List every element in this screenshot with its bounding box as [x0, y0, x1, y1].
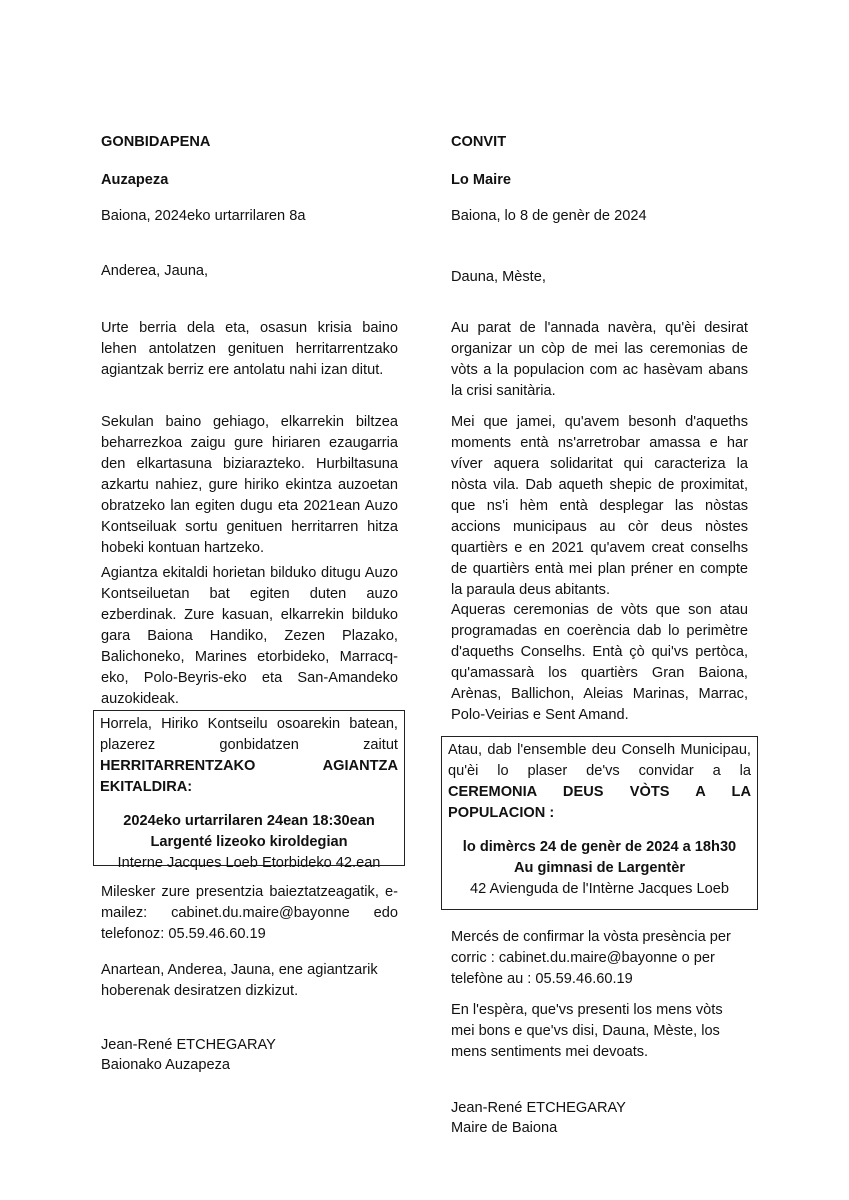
left-box-event-title-text: HERRITARRENTZAKO AGIANTZA EKITALDIRA [100, 758, 398, 795]
left-paragraph-1: Urte berria dela eta, osasun krisia baino lehen antolatzen genituen herritarrentzako agiantzak berriz ere antolatu nahi izan ditut. [101, 320, 398, 378]
left-closing: Anartean, Anderea, Jauna, ene agiantzarik hoberenak desiratzen dizkizut. [101, 962, 378, 999]
left-box-event-suffix: : [187, 779, 193, 795]
left-signature-role: Baionako Auzapeza [101, 1057, 231, 1073]
left-confirm: Milesker zure presentzia baieztatzeagatik, e-mailez: cabinet.du.maire@bayonne edo telefonoz: 05.59.46.60.19 [101, 884, 398, 942]
right-paragraph-1: Au parat de l'annada navèra, qu'èi desirat organizar un còp de mei las ceremonias de vòts a la populacion com ac hasèvam abans la crisi sanitària. [451, 320, 748, 399]
left-box-event-title [100, 756, 398, 798]
left-box-intro: Horrela, Hiriko Kontseilu osoarekin batean, plazerez gonbidatzen zaitut [100, 716, 398, 753]
right-box-event-title [448, 782, 751, 824]
left-place-date: Baiona, 2024eko urtarrilaren 8a [101, 208, 306, 224]
left-signature-name: Jean-René ETCHEGARAY [101, 1037, 276, 1053]
left-box-date: 2024eko urtarrilaren 24ean 18:30ean [123, 813, 375, 829]
left-paragraph-3: Agiantza ekitaldi horietan bilduko ditugu Auzo Kontseiluetan bat egiten duten auzo ezberdinak. Zure kasuan, elkarrekin bilduko gara Baiona Handiko, Zezen Plazako, Balichoneko, Marines etorbideko, Marracq-eko, Polo-Beyris-eko eta San-Amandeko auzokideak. [101, 565, 398, 707]
left-salutation: Anderea, Jauna, [101, 263, 209, 279]
right-heading: CONVIT [451, 134, 507, 150]
right-box-event-suffix: : [545, 805, 555, 821]
left-heading: GONBIDAPENA [101, 134, 211, 150]
right-box-address: 42 Avienguda de l'Intèrne Jacques Loeb [470, 881, 729, 897]
right-closing: En l'espèra, que'vs presenti los mens vòts mei bons e que'vs disi, Dauna, Mèste, los mens sentiments mei devoats. [451, 1002, 723, 1060]
right-confirm: Mercés de confirmar la vòsta presència per corric : cabinet.du.maire@bayonne o per telefòne au : 05.59.46.60.19 [451, 929, 731, 987]
right-place-date: Baiona, lo 8 de genèr de 2024 [451, 208, 647, 224]
right-box-venue: Au gimnasi de Largentèr [513, 860, 686, 876]
right-paragraph-2: Mei que jamei, qu'avem besonh d'aqueths moments entà ns'arretrobar amassa e har víver aquera solidaritat qui caracteriza la nòsta vila. Dab aqueth shepic de proximitat, que ns'i hèm entà desplegar las nòstas accions municipaus au còr deus nòstes quartièrs e en 2021 qu'avem creat conselhs de quartièrs entà mei plan préner en compte la paraula deus abitants. [451, 414, 748, 598]
left-box-venue: Largenté lizeoko kiroldegian [150, 834, 348, 850]
left-box-address: Interne Jacques Loeb Etorbideko 42.ean [117, 855, 381, 871]
right-box-intro: Atau, dab l'ensemble deu Conselh Municipau, qu'èi lo plaser de'vs convidar a la [448, 742, 751, 779]
right-box-date: lo dimèrcs 24 de genèr de 2024 a 18h30 [462, 839, 737, 855]
right-box-event-title-text: CEREMONIA DEUS VÒTS A LA POPULACION [448, 784, 751, 821]
right-sender: Lo Maire [451, 172, 512, 188]
right-signature-name: Jean-René ETCHEGARAY [451, 1100, 626, 1116]
right-paragraph-3: Aqueras ceremonias de vòts que son atau programadas en coerència dab lo perimètre d'aqueths Conselhs. Entà çò qui'vs pertòca, qu'amassarà los quartièrs Gran Baiona, Arènas, Ballichon, Aleias Marinas, Marrac, Polo-Veirias e Sent Amand. [451, 602, 748, 723]
right-invitation-box [441, 736, 758, 910]
right-salutation: Dauna, Mèste, [451, 269, 546, 285]
left-sender: Auzapeza [101, 172, 169, 188]
right-signature-role: Maire de Baiona [451, 1120, 558, 1136]
left-invitation-box [93, 710, 405, 871]
left-paragraph-2: Sekulan baino gehiago, elkarrekin biltzea beharrezkoa zaigu gure hiriaren ezaugarria den elkartasuna biziarazteko. Hurbiltasuna azkartu nahiez, gure hiriko ekintza auzoetan obratzeko lan egiten dugu eta 2021ean Auzo Kontseiluak sortu genituen herritarren hitza hobeki kontuan hartzeko. [101, 414, 398, 556]
